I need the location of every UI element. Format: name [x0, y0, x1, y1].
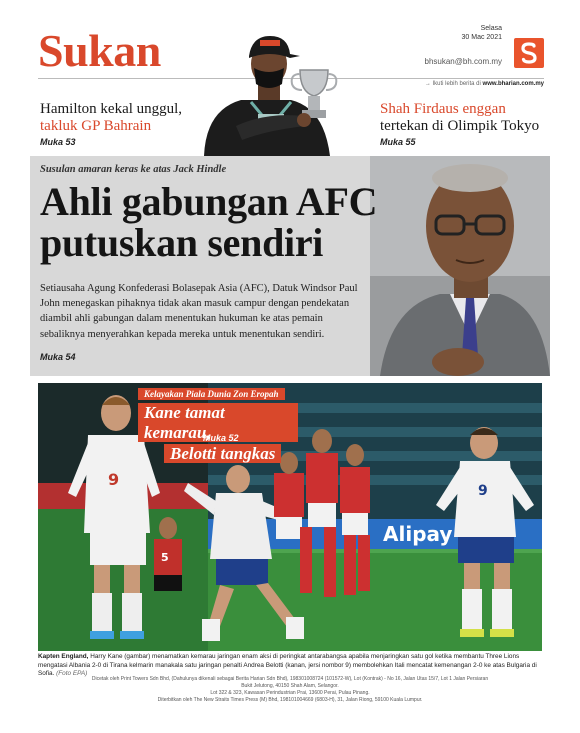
follow-line[interactable]	[425, 81, 544, 87]
lead-page-ref: Muka 54	[40, 352, 76, 362]
imprint	[90, 676, 490, 704]
imprint-line3: Diterbitkan oleh The New Straits Times Press (M) Bhd, 198101004669 (6803-H), 31, Jalan Riong, 59100 Kuala Lumpur.	[157, 697, 423, 703]
lead-headline[interactable]	[40, 179, 440, 265]
lead-headline-line1: Ahli gabungan AFC	[40, 179, 378, 224]
teaser-hamilton-line1: Hamilton kekal unggul,	[40, 101, 183, 117]
teaser-hamilton-line2: takluk GP Bahrain	[40, 117, 152, 134]
imprint-line2: Lot 322 & 323, Kawasan Perindustrian Prai, 13600 Perai, Pulau Pinang.	[210, 690, 370, 696]
contact-email[interactable]: bhsukan@bh.com.my	[424, 57, 502, 66]
caption-lead: Kapten England,	[38, 653, 89, 660]
svg-text:5: 5	[161, 551, 169, 564]
teaser-shah-line2: tertekan di Olimpik Tokyo	[380, 117, 540, 134]
lead-kicker: Susulan amaran keras ke atas Jack Hindle	[40, 164, 227, 175]
football-headline-block[interactable]	[138, 384, 298, 464]
teaser-shah-line1: Shah Firdaus enggan	[380, 101, 506, 117]
football-headline-line1: Kane tamat kemarau,	[138, 403, 298, 442]
teaser-shah-page: Muka 55	[380, 136, 416, 147]
teaser-shah-firdaus[interactable]	[380, 101, 560, 147]
caption-body: Harry Kane (gambar) menamatkan kemarau jaringan enam aksi di peringkat antarabangsa apabila menjaringkan satu gol ketika membantu Three Lions mengatasi Albania 2-0 di Tirana kelmarin manakala satu jaringan penalti Andrea Belotti (kanan, jersi nombor 9) membolehkan Itali mencatat kemenangan 2-0 ke atas Bulgaria di Sofia.	[38, 653, 537, 678]
sukan-logo-icon	[514, 38, 544, 68]
follow-arrow-icon: →	[424, 81, 433, 87]
caption-credit: (Foto EPA)	[56, 670, 88, 678]
lead-headline-line2: putuskan sendiri	[40, 219, 324, 265]
teaser-hamilton-page: Muka 53	[40, 136, 76, 147]
date-block	[462, 24, 502, 43]
imprint-line1: Dicetak oleh Print Towers Sdn Bhd, (Dahulunya dikenali sebagai Berita Harian Sdn Bhd), 198301008724 (101572-W), Lot (Kontrak) - No 16, Jalan Utas 15/7, Lot 1 Jalan Persiaran Bukit Jelutong, 40150 Shah Alam, Selangor.	[91, 676, 489, 689]
ad-board-text: Alipay	[383, 522, 453, 546]
football-kicker: Kelayakan Piala Dunia Zon Eropah	[138, 388, 285, 400]
teaser-hamilton[interactable]	[40, 101, 225, 147]
football-headline-line2: Belotti tangkas	[164, 444, 281, 464]
lead-story[interactable]	[30, 156, 550, 376]
issue-date: 30 Mac 2021	[461, 34, 502, 42]
follow-prefix: Ikuti lebih berita di	[432, 81, 481, 87]
follow-site-link[interactable]: www.bharian.com.my	[482, 81, 544, 87]
masthead-title: Sukan	[38, 25, 161, 76]
football-page-ref: Muka 52	[203, 433, 239, 443]
svg-text:9: 9	[108, 470, 120, 489]
lead-body: Setiausaha Agung Konfederasi Bolasepak Asia (AFC), Datuk Windsor Paul John menegaskan pihaknya tidak akan masuk campur dengan pendekatan diambil ahli gabungan dalam menentukan hukuman ke atas pemain sebaliknya menyerahkan kepada mereka untuk menentukan sendiri.	[40, 283, 358, 340]
issue-day: Selasa	[480, 25, 502, 32]
svg-text:9: 9	[478, 483, 488, 499]
